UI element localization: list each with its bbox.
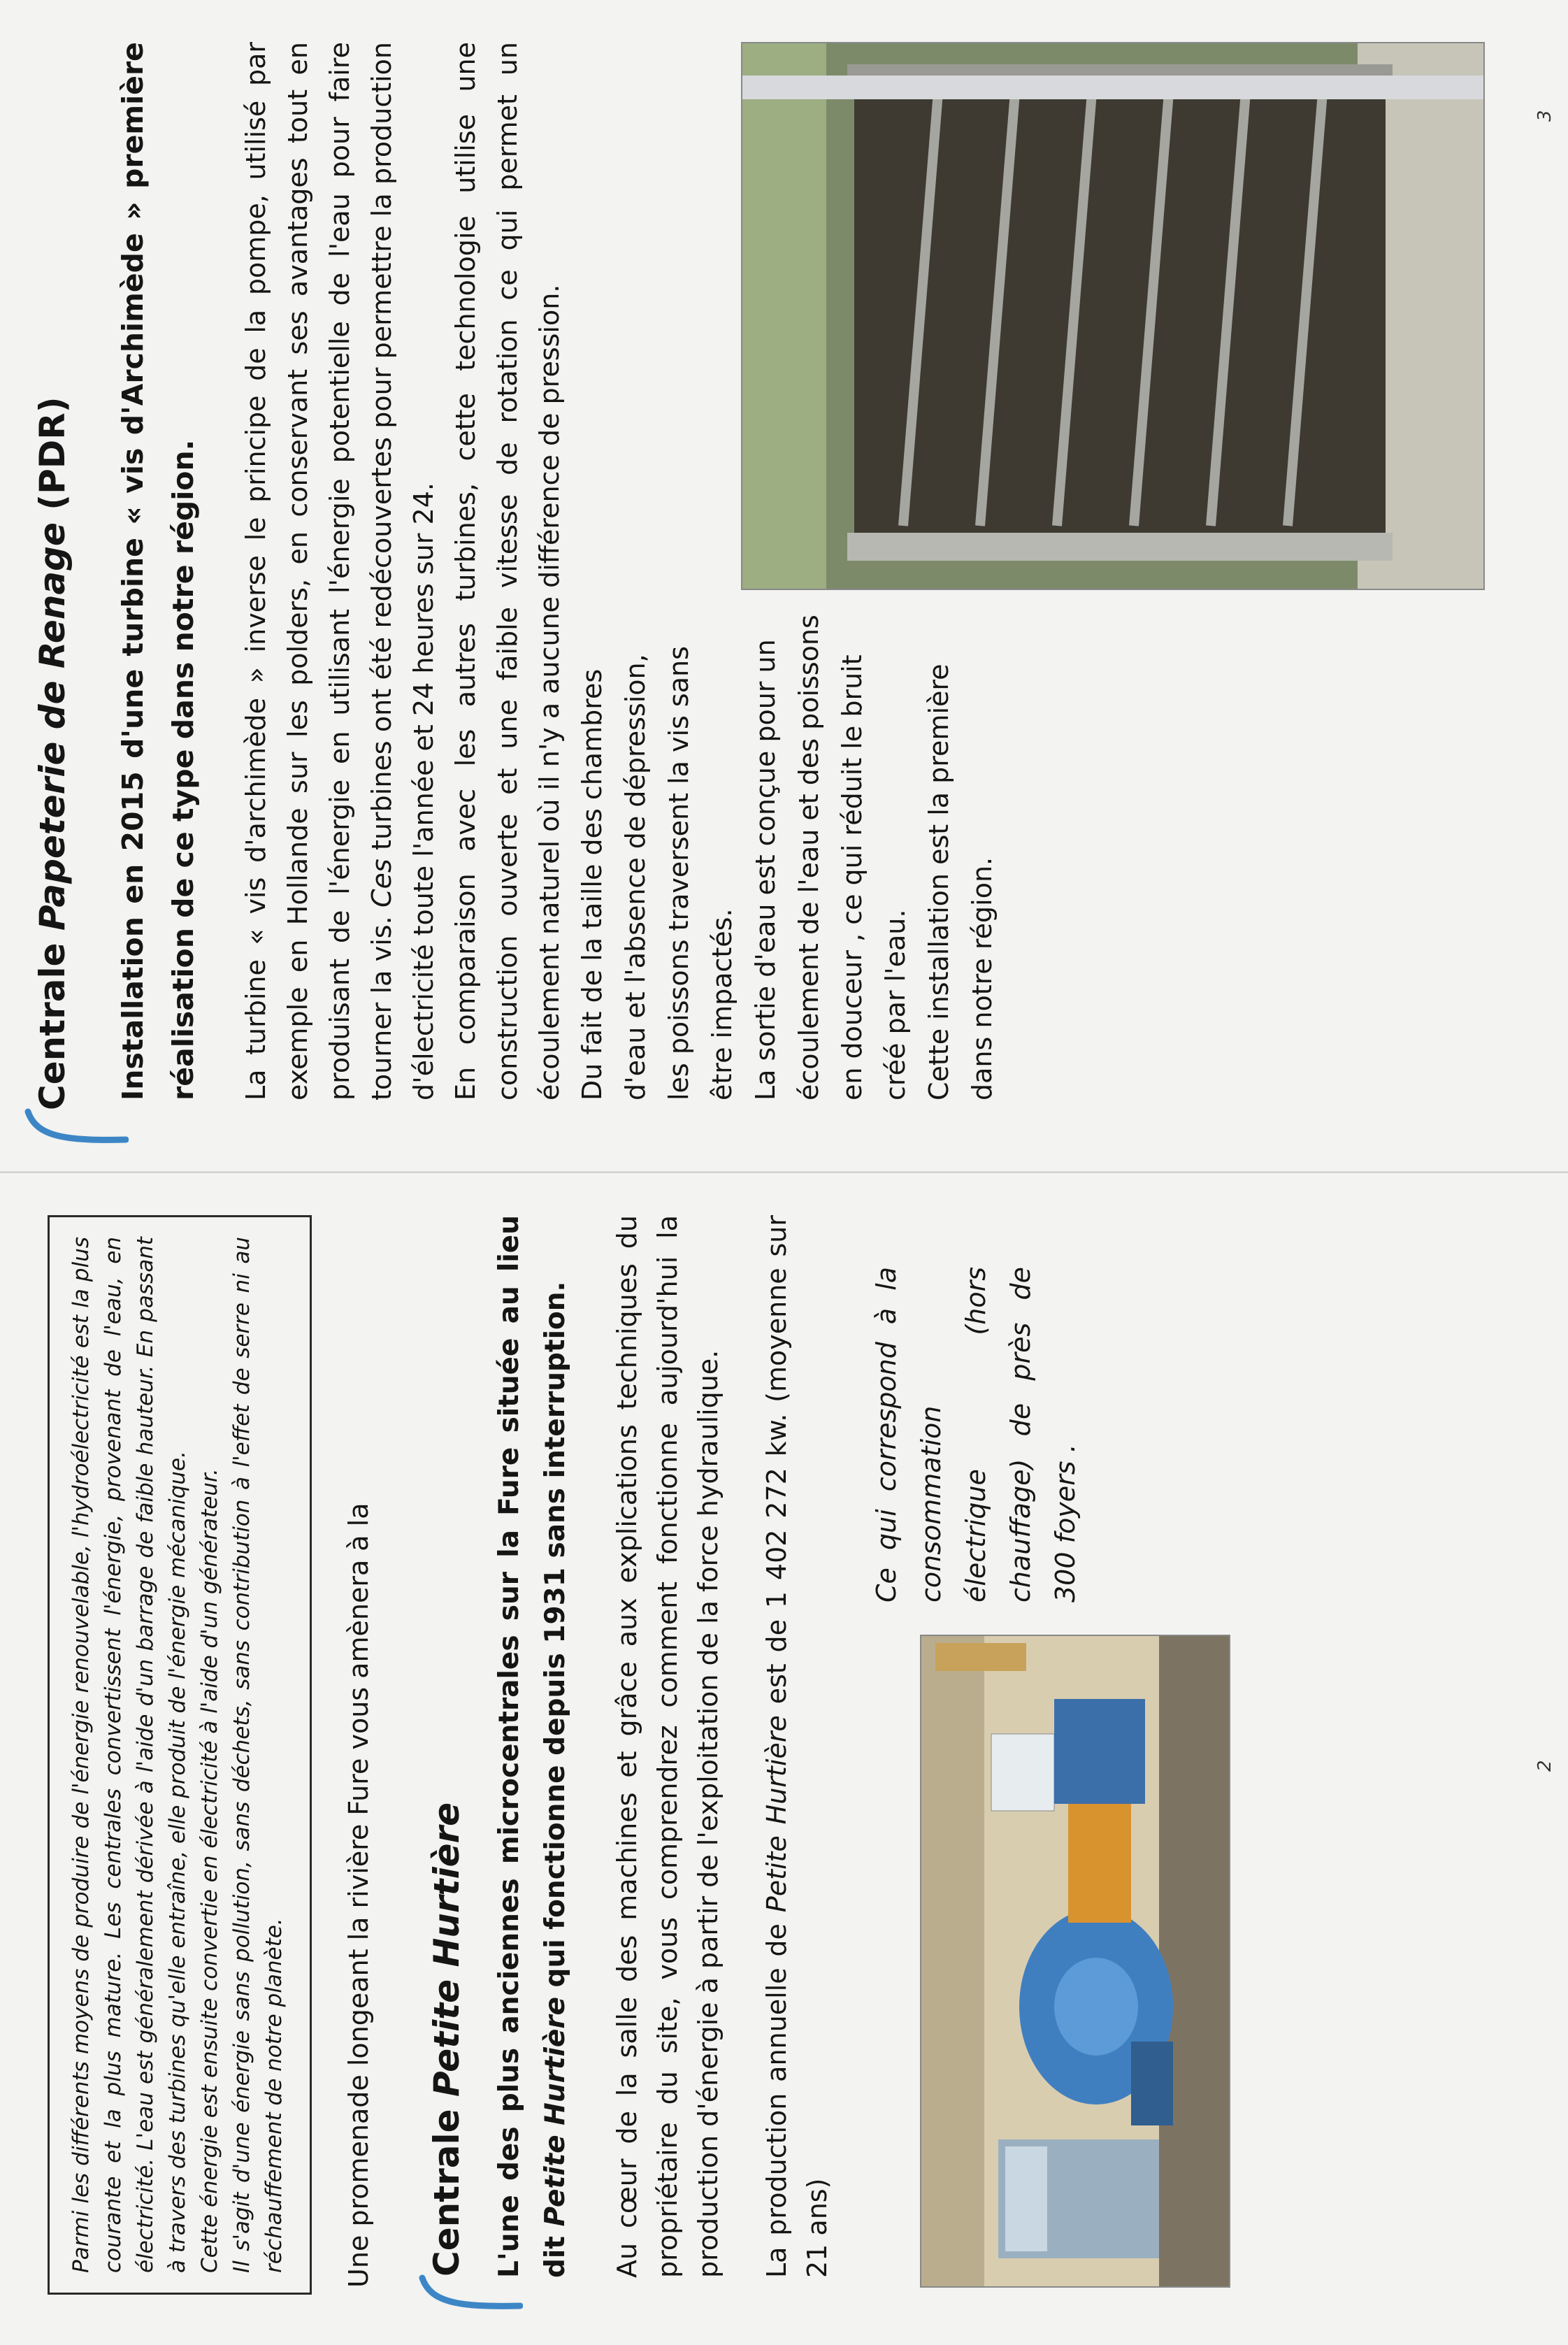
production-text: est de 1 402 272 kw. (moyenne sur 21 ans) — [761, 1215, 833, 2278]
consumption-text: Ce qui correspond à la consommation électrique (hors chauffage) de près de 300 foyers . — [871, 1267, 1081, 1602]
left-page — [0, 1173, 1568, 2345]
pdr-paragraph — [235, 42, 445, 1100]
title-suffix: (PDR) — [32, 396, 73, 523]
machine-room-photo — [920, 1635, 1230, 2288]
right-page — [0, 0, 1568, 1170]
pdr-body — [235, 42, 570, 1100]
title-prefix: Centrale — [426, 2097, 467, 2276]
promenade-text: Une promenade longeant la rivière Fure vous amènera à la — [343, 1503, 374, 2288]
archimedes-screw-illustration — [742, 43, 1483, 589]
title-italic: Papeterie de Renage — [32, 522, 73, 931]
machine-room-text: Au cœur de la salle des machines et grâce aux explications techniques du propriétaire du site, vous comprendrez comment fonctionne aujourd'hui la production d'énergie à partir de l'exploitation de la force hydraulique. — [612, 1215, 724, 2278]
pdr-text: turbines ont été redécouvertes pour permettre la production d'électricité toute l'année et 24 heures sur 24. — [366, 42, 439, 1100]
pdr-italic: Ces — [366, 859, 397, 908]
intro-paragraph: Cette énergie est ensuite convertie en électricité à l'aide d'un générateur. — [197, 1468, 222, 2273]
pdr-paragraph: En comparaison avec les autres turbines, cette technologie utilise une construction ouverte et une faible vitesse de rotation ce qui permet un écoulement naturel où il n'y a aucune différence de pression. — [450, 42, 565, 1100]
generator-illustration — [921, 1636, 1229, 2286]
intro-paragraph: Parmi les différents moyens de produire de l'énergie renouvelable, l'hydroélectricité est la plus courante et la plus mature. Les centrales convertissent l'énergie, provenant de l'eau, en électricité. L'eau est généralement dérivée à l'aide d'un barrage de faible hauteur. En passant à travers des turbines qu'elle entraîne, elle produit de l'énergie mécanique. — [69, 1237, 190, 2273]
section-title-petite-hurtiere — [422, 1215, 471, 2295]
annual-production-text — [756, 1215, 837, 2278]
page-number: 3 — [1534, 110, 1555, 122]
intro-paragraph: Il s'agit d'une énergie sans pollution, sans déchets, sans contribution à l'effet de serre ni au réchauffement de notre planète. — [229, 1237, 287, 2273]
title-prefix: Centrale — [32, 931, 73, 1110]
lead-italic: Petite Hurtière — [540, 1997, 571, 2227]
production-text: La production annuelle de — [761, 1912, 792, 2278]
pdr-text: La turbine « vis d'archimède » inverse le principe de la pompe, utilisé par exemple en Hollande sur les polders, en conservant ses avantages tout en produisant de l'énergie en utilisant l'énergie potentielle de l'eau pour faire tourner la vis. — [240, 42, 397, 1100]
production-italic: Petite Hurtière — [761, 1715, 792, 1913]
screw-text-column — [570, 611, 1004, 1100]
page-number: 2 — [1534, 1760, 1555, 1772]
outlet-text: La sortie d'eau est conçue pour un écoulement de l'eau et des poissons en douceur , ce qui réduit le bruit créé par l'eau. — [750, 615, 911, 1100]
photo-row — [864, 1215, 1228, 2295]
lead-text: qui fonctionne depuis 1931 sans interruption. — [540, 1281, 571, 1998]
pdr-lead: Installation en 2015 d'une turbine « vis d'Archimède » première réalisation de ce type dans notre région. — [116, 42, 200, 1100]
first-in-region-text: Cette installation est la première dans notre région. — [923, 664, 998, 1100]
section-lead — [487, 1215, 579, 2278]
lead-text: L'une des plus anciennes microcentrales sur la Fure située au lieu dit — [494, 1215, 571, 2278]
blue-brace-decoration — [418, 2271, 523, 2313]
title-italic: Petite Hurtière — [426, 1802, 467, 2097]
intro-box — [48, 1215, 312, 2295]
archimedes-screw-photo — [741, 42, 1485, 590]
fish-text: Du fait de la taille des chambres d'eau et l'absence de dépression, les poissons traversent la vis sans être impactés. — [577, 646, 738, 1100]
section-title-pdr — [28, 42, 77, 1128]
blue-brace-decoration — [24, 1105, 129, 1147]
